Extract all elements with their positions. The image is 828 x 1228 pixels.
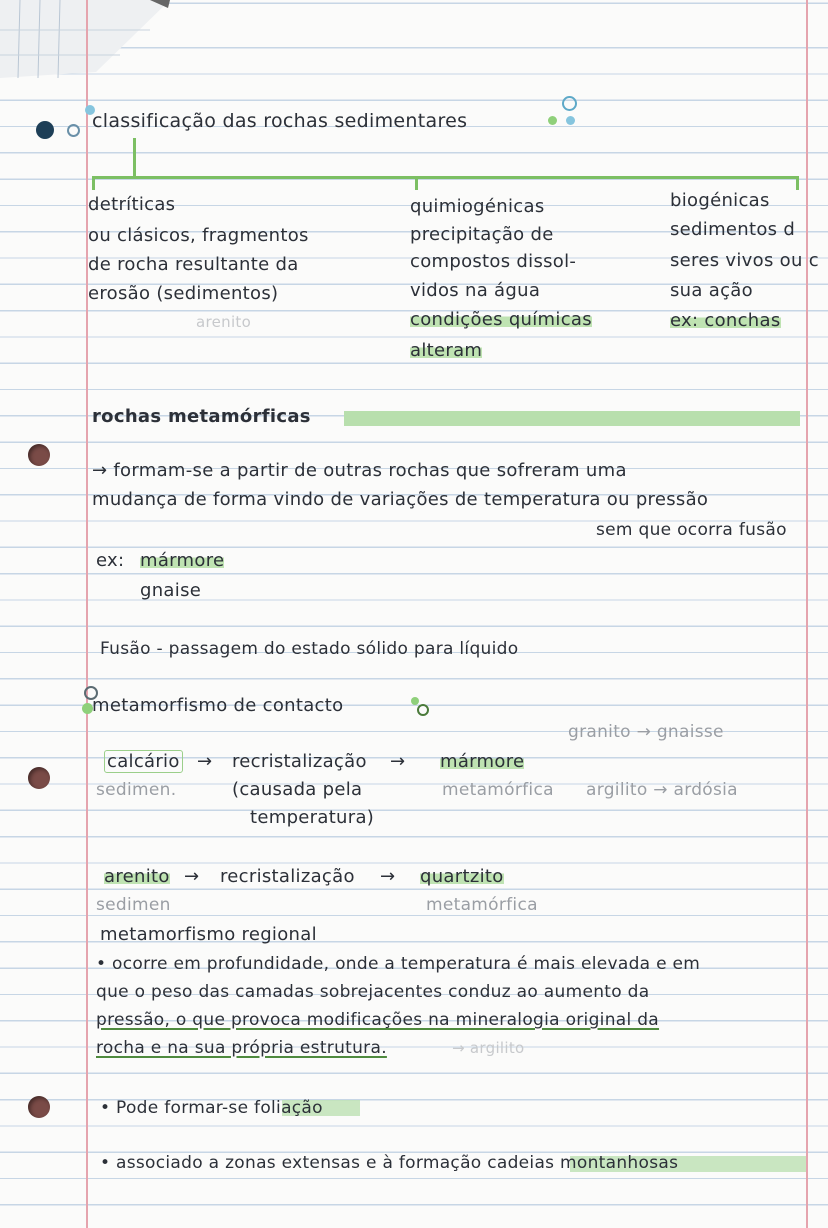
example-marble: mármore [140,550,225,571]
examples-label: ex: [96,550,125,571]
punch-hole [28,444,50,466]
blue-ring-icon [562,96,577,111]
contact-title: metamorfismo de contacto [92,695,344,716]
side-note-argillite: argilito → ardósia [586,780,738,800]
metamorphic-title: rochas metamórficas [92,406,311,427]
chemical-heading: quimiogénicas [410,196,545,217]
result-quartzite: quartzito [420,866,504,887]
chemical-line: alteram [410,340,483,361]
clastic-heading: detríticas [88,194,176,215]
rock-type-label: sedimen [96,895,171,915]
result-type-label: metamórfica [426,895,538,915]
green-ring-icon [417,704,429,716]
sedimentary-title: classificação das rochas sedimentares [92,110,468,132]
green-dot-icon [548,116,557,125]
metamorphic-definition: mudança de forma vindo de variações de temperatura ou pressão [92,489,709,510]
process-recrystallization: recristalização [232,751,367,772]
arrow: → [184,866,200,887]
fusion-definition: Fusão - passagem do estado sólido para líquido [100,639,519,659]
metamorphic-definition: sem que ocorra fusão [596,520,787,540]
clastic-line: erosão (sedimentos) [88,283,279,304]
punch-hole [28,1096,50,1118]
regional-bullet-mountains: • associado a zonas extensas e à formação cadeias montanhosas [100,1153,679,1173]
chemical-line: vidos na água [410,280,541,301]
regional-bullet-foliation: • Pode formar-se foliação [100,1098,323,1118]
clastic-line: ou clásicos, fragmentos [88,225,309,246]
biogenic-line: sedimentos d [670,219,796,240]
arrow: → [390,751,406,772]
tree-branch-line [92,176,95,190]
regional-paragraph-line: • ocorre em profundidade, onde a temperatura é mais elevada e em [96,954,701,974]
rock-limestone: calcário [104,750,183,773]
tree-stem-line [133,138,136,178]
process-note: (causada pela [232,779,363,800]
metamorphic-definition: → formam-se a partir de outras rochas que sofreram uma [92,460,627,481]
chemical-line: condições químicas [410,309,592,330]
process-note: temperatura) [250,807,375,828]
example-gneiss: gnaise [140,580,202,601]
clastic-line: de rocha resultante da [88,254,299,275]
regional-title: metamorfismo regional [100,924,317,945]
rock-sandstone: arenito [104,866,170,887]
chemical-line: precipitação de [410,224,554,245]
biogenic-line: ex: conchas [670,310,781,331]
right-margin-line [806,0,808,1228]
tree-branch-line [796,176,799,190]
clastic-faint-note: arenito [196,313,252,331]
side-note-granite: granito → gnaisse [568,722,724,742]
green-dot-icon [411,697,419,705]
regional-paragraph-line: rocha e na sua própria estrutura. [96,1038,387,1058]
page-corner-fold [0,0,170,78]
regional-paragraph-line: pressão, o que provoca modificações na mineralogia original da [96,1010,660,1030]
tree-branch-line [415,176,418,190]
rock-type-label: sedimen. [96,780,177,800]
biogenic-line: sua ação [670,280,753,301]
highlight-bar [344,411,800,426]
arrow: → [380,866,396,887]
left-margin-line [86,0,88,1228]
tree-horizontal-line [92,176,798,179]
arrow: → [197,751,213,772]
regional-side-note: → argilito [452,1039,525,1057]
biogenic-heading: biogénicas [670,190,770,211]
process-recrystallization: recristalização [220,866,355,887]
result-marble: mármore [440,751,525,772]
blue-dot-icon [566,116,575,125]
bullet-dark-blue-icon [36,121,54,139]
bullet-ring-icon [67,124,80,137]
result-type-label: metamórfica [442,780,554,800]
chemical-line: compostos dissol- [410,251,577,272]
biogenic-line: seres vivos ou c [670,250,819,271]
regional-paragraph-line: que o peso das camadas sobrejacentes conduz ao aumento da [96,982,650,1002]
punch-hole [28,767,50,789]
